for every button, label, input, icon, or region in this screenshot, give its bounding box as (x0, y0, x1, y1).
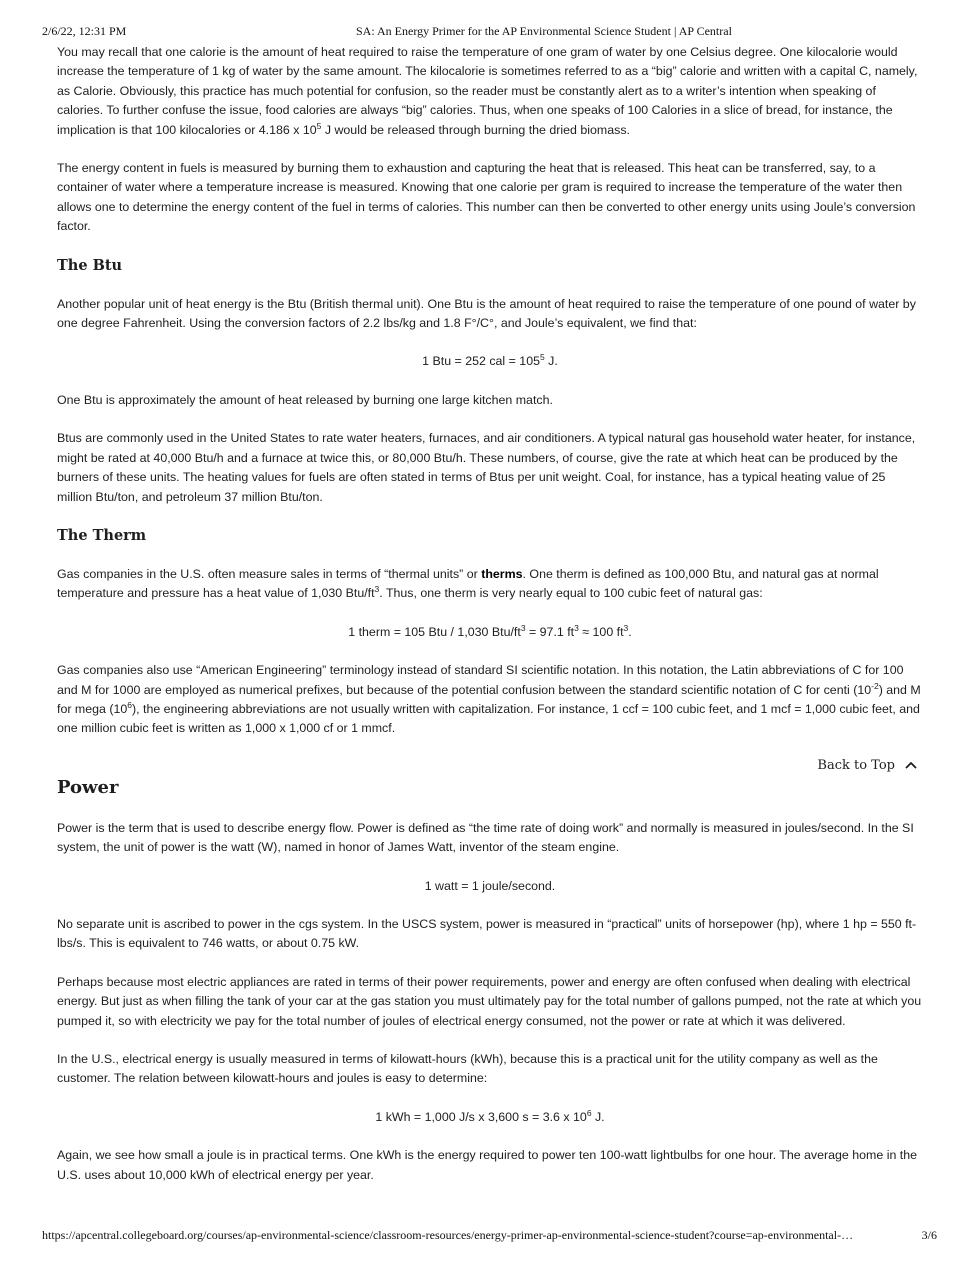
btu-heading: The Btu (57, 256, 123, 274)
btu-usage-paragraph: Btus are commonly used in the United States to rate water heaters, furnaces, and air conditioners. A typical natural gas household water heater, for instance, might be rated at 40,000 Btu/h and a furnace at twice this, or 80,000 Btu/h. These numbers, of course, give the rate at which heat can be produced by the burners of these units. The heating values for fuels are often stated in terms of Btus per unit weight. Coal, for instance, has a typical heating value of 25 million Btu/ton, and petroleum 37 million Btu/ton. (57, 431, 916, 504)
kwh-equation: 1 kWh = 1,000 J/s x 3,600 s = 3.6 x $10^6$ J. (375, 1107, 605, 1124)
therm-equation: 1 therm = 105 Btu / 1,030 Btu/$ft^3 = 97.1$ $ft^3 \approx 100$ $ft^3$. (348, 622, 632, 639)
power-energy-confusion-paragraph: Perhaps because most electric appliances are rated in terms of their power requirements, power and energy are often confused when dealing with electrical energy. But just as when filling the tank of your car at the gas station you must ultimately pay for the total number of gallons pumped, not the rate at which you pumped it, so with electricity we pay for the total number of joules of electrical energy consumed, not the power or rate at which it was delivered. (57, 974, 922, 1028)
btu-definition-paragraph: Another popular unit of heat energy is the Btu (British thermal unit). One Btu is the amount of heat required to raise the temperature of one pound of water by one degree Fahrenheit. Using the conversion factors of 2.2 lbs/kg and 1.8 F°/C°, and Joule’s equivalent, we find that: (57, 296, 916, 331)
back-to-top-link[interactable] (817, 758, 917, 773)
calorie-paragraph: You may recall that one calorie is the amount of heat required to raise the temperature of one gram of water by one Celsius degree. One kilocalorie would increase the temperature of 1 kg of water by the same amount. The kilocalorie is sometimes referred to as a “big” calorie and written with a capital C, namely, as Calorie. Obviously, this practice has much potential for confusion, so the reader must be constantly alert as to a writer’s intention when speaking of calories. To further confuse the issue, food calories are always “big” calories. Thus, when one speaks of 100 Calories in a slice of bread, for instance, the implication is that 100 kilocalories or 4.186 x $10^5$ J would be released through burning the dried biomass. (57, 45, 918, 137)
watt-equation: 1 watt = 1 joule/second. (424, 878, 556, 893)
fuel-energy-paragraph: The energy content in fuels is measured by burning them to exhaustion and capturing the heat that is released. This heat can be transferred, say, to a container of water where a temperature increase is measured. Knowing that one calorie per gram is required to increase the temperature of the water then allows one to determine the energy content of the fuel in terms of calories. This number can then be converted to other energy units using Joule’s conversion factor. (57, 161, 916, 234)
chevron-up-icon (905, 760, 917, 770)
print-header (42, 24, 937, 40)
kwh-paragraph: In the U.S., electrical energy is usually measured in terms of kilowatt-hours (kWh), because this is a practical unit for the utility company as well as the customer. The relation between kilowatt-hours and joules is easy to determine: (57, 1052, 878, 1086)
print-page-title: SA: An Energy Primer for the AP Environmental Science Student | AP Central (356, 24, 732, 38)
print-footer (42, 1228, 937, 1244)
engineering-notation-paragraph: Gas companies also use “American Engineering” terminology instead of standard SI scientific notation. In this notation, the Latin abbreviations of C for 100 and M for 1000 are employed as numerical prefixes, but because of the potential confusion between the standard scientific notation of C for centi $(10^{-2})$ and M for mega $(10^6)$, the engineering abbreviations are not usually written with capitalization. For instance, 1 ccf = 100 cubic feet, and 1 mcf = 1,000 cubic feet, and one million cubic feet is written as 1,000 x 1,000 cf or 1 mmcf. (57, 663, 921, 736)
power-heading: Power (57, 776, 119, 798)
back-to-top-row (57, 758, 923, 776)
print-url: https://apcentral.collegeboard.org/courses/ap-environmental-science/classroom-resources/energy-primer-ap-environmental-science-student?course=ap-environmental-… (42, 1228, 854, 1242)
power-definition-paragraph: Power is the term that is used to describe energy flow. Power is defined as “the time rate of doing work” and normally is measured in joules/second. In the SI system, the unit of power is the watt (W), named in honor of James Watt, inventor of the steam engine. (57, 820, 914, 855)
back-to-top-label: Back to Top (817, 757, 895, 773)
horsepower-paragraph: No separate unit is ascribed to power in the cgs system. In the USCS system, power is measured in “practical” units of horsepower (hp), where 1 hp = 550 ft-lbs/s. This is equivalent to 746 watts, or about 0.75 kW. (57, 916, 917, 951)
therm-heading: The Therm (57, 526, 147, 544)
print-datetime: 2/6/22, 12:31 PM (42, 24, 127, 38)
therm-definition-paragraph: Gas companies in the U.S. often measure sales in terms of “thermal units” or therms. One therm is defined as 100,000 Btu, and natural gas at normal temperature and pressure has a heat value of 1,030 Btu/$ft^3$. Thus, one therm is very nearly equal to 100 cubic feet of natural gas: (57, 566, 879, 601)
btu-match-paragraph: One Btu is approximately the amount of heat released by burning one large kitchen match. (57, 392, 553, 407)
kwh-practical-paragraph: Again, we see how small a joule is in practical terms. One kWh is the energy required to power ten 100-watt lightbulbs for one hour. The average home in the U.S. uses about 10,000 kWh of electrical energy per year. (57, 1148, 918, 1182)
article-content (57, 43, 923, 1204)
page-number: 3/6 (921, 1228, 937, 1242)
btu-equation: 1 Btu = 252 cal = $105^5$ J. (422, 352, 558, 369)
